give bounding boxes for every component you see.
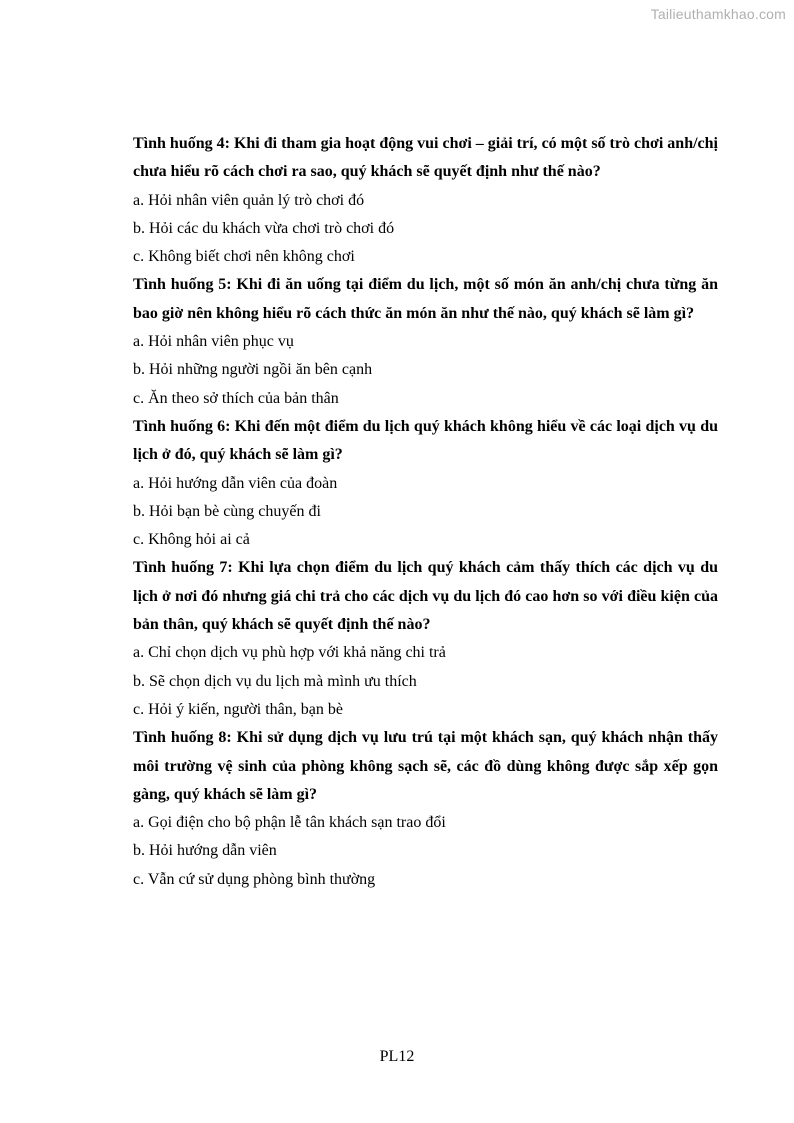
- document-body: [133, 130, 718, 894]
- situation-4: [133, 130, 718, 271]
- situation-question: Tình huống 8: Khi sử dụng dịch vụ lưu trú tại một khách sạn, quý khách nhận thấy môi trường vệ sinh của phòng không sạch sẽ, các đồ dùng không được sắp xếp gọn gàng, quý khách sẽ làm gì?: [133, 729, 718, 803]
- answer-option: b. Hỏi các du khách vừa chơi trò chơi đó: [133, 219, 395, 237]
- answer-option: b. Sẽ chọn dịch vụ du lịch mà mình ưu thích: [133, 672, 417, 690]
- answer-option: a. Hỏi nhân viên quản lý trò chơi đó: [133, 191, 365, 209]
- answer-option: b. Hỏi những người ngồi ăn bên cạnh: [133, 361, 373, 379]
- situation-question: Tình huống 7: Khi lựa chọn điểm du lịch quý khách cảm thấy thích các dịch vụ du lịch ở nơi đó nhưng giá chi trả cho các dịch vụ du lịch đó cao hơn so với điều kiện của bản thân, quý khách sẽ quyết định thế nào?: [133, 559, 718, 634]
- answer-option: b. Hỏi bạn bè cùng chuyến đi: [133, 502, 321, 520]
- answer-option: c. Không biết chơi nên không chơi: [133, 248, 355, 266]
- situation-question: Tình huống 4: Khi đi tham gia hoạt động vui chơi – giải trí, có một số trò chơi anh/chị chưa hiểu rõ cách chơi ra sao, quý khách sẽ quyết định như thế nào?: [133, 135, 718, 181]
- situation-6: [133, 413, 718, 554]
- page-number: PL12: [379, 1048, 415, 1065]
- answer-option: a. Hỏi nhân viên phục vụ: [133, 333, 294, 351]
- answer-option: b. Hỏi hướng dẫn viên: [133, 842, 277, 860]
- situation-question: Tình huống 6: Khi đến một điểm du lịch quý khách không hiểu về các loại dịch vụ du lịch ở đó, quý khách sẽ làm gì?: [133, 417, 718, 464]
- situation-7: [133, 554, 718, 724]
- answer-option: a. Hỏi hướng dẫn viên của đoàn: [133, 474, 338, 492]
- situation-question: Tình huống 5: Khi đi ăn uống tại điểm du lịch, một số món ăn anh/chị chưa từng ăn bao giờ nên không hiểu rõ cách thức ăn món ăn như thế nào, quý khách sẽ làm gì?: [133, 276, 718, 322]
- answer-option: a. Chỉ chọn dịch vụ phù hợp với khả năng chi trả: [133, 644, 446, 662]
- situation-5: [133, 271, 718, 412]
- watermark-text: Tailieuthamkhao.com: [650, 6, 786, 22]
- answer-option: a. Gọi điện cho bộ phận lễ tân khách sạn trao đổi: [133, 814, 446, 832]
- answer-option: c. Ăn theo sở thích của bản thân: [133, 389, 339, 407]
- situation-8: [133, 724, 718, 894]
- answer-option: c. Hỏi ý kiến, người thân, bạn bè: [133, 700, 343, 718]
- answer-option: c. Vẫn cứ sử dụng phòng bình thường: [133, 870, 376, 888]
- answer-option: c. Không hỏi ai cả: [133, 531, 250, 549]
